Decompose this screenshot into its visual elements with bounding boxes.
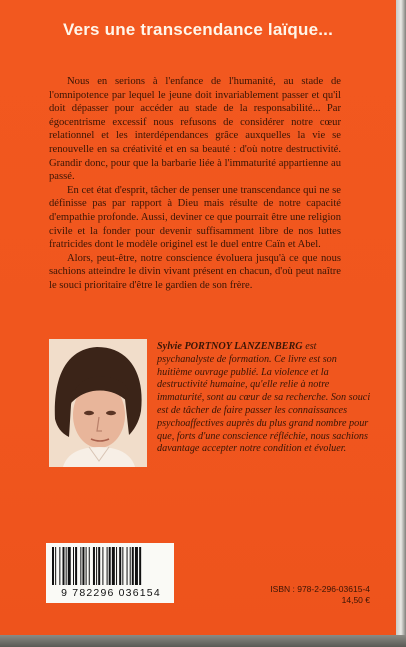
isbn-block bbox=[238, 584, 370, 606]
price-text: 14,50 € bbox=[341, 595, 370, 605]
author-bio bbox=[157, 341, 373, 456]
isbn-text: ISBN : 978-2-296-03615-4 bbox=[270, 584, 370, 594]
author-photo bbox=[49, 339, 147, 467]
author-bio-text: est psychanalyste de formation. Ce livre est son huitième ouvrage publié. La violence et la destructivité humaine, qu'elle relie à notre immaturité, sont au cœur de sa recherche. Son souci est de tâcher de faire passer les connaissances psychoaffectives auprès du plus grand nombre pour que, forts d'une conscience réfléchie, nous sachions davantage accepter notre condition et évoluer. bbox=[157, 341, 371, 455]
barcode-digits: 9 782296 036154 bbox=[61, 587, 161, 599]
blurb-paragraph: Nous en serions à l'enfance de l'humanité, au stade de l'omnipotence par lequel le jeune doit invariablement passer et qu'il doit dépasser pour accéder au stade de la responsabilité... Par égocentrisme excessif nous refusons de considérer notre cœur relationnel et les interdépendances grâce auxquelles la vie se renouvelle en sa créativité et en sa beauté : d'où notre destructivité. Grandir donc, pour que la barbarie liée à l'immaturité appartienne au passé. bbox=[49, 76, 341, 183]
blurb-paragraph: Alors, peut-être, notre conscience évoluera jusqu'à ce que nous sachions atteindre le divin vivant présent en chacun, d'où peut naître le souci prioritaire d'être le gardien de son frère. bbox=[49, 252, 341, 291]
barcode-bars-icon bbox=[46, 543, 174, 589]
blurb bbox=[49, 75, 341, 293]
page-edge-right bbox=[396, 0, 406, 647]
book-title: Vers une transcendance laïque... bbox=[62, 20, 333, 39]
author-name: Sylvie PORTNOY LANZENBERG bbox=[157, 341, 303, 352]
blurb-paragraph: En cet état d'esprit, tâcher de penser une transcendance qui ne se définisse pas par rapport à Dieu mais résulte de notre capacité d'empathie profonde. Aussi, deviner ce que pourrait être une religion civile et la fonder pour devenir suffisamment libre de nos luttes fratricides dont le modèle originel est le duel entre Caïn et Abel. bbox=[49, 184, 341, 251]
author-portrait-image bbox=[49, 339, 147, 467]
barcode bbox=[46, 543, 174, 603]
page-edge-bottom bbox=[0, 635, 406, 647]
